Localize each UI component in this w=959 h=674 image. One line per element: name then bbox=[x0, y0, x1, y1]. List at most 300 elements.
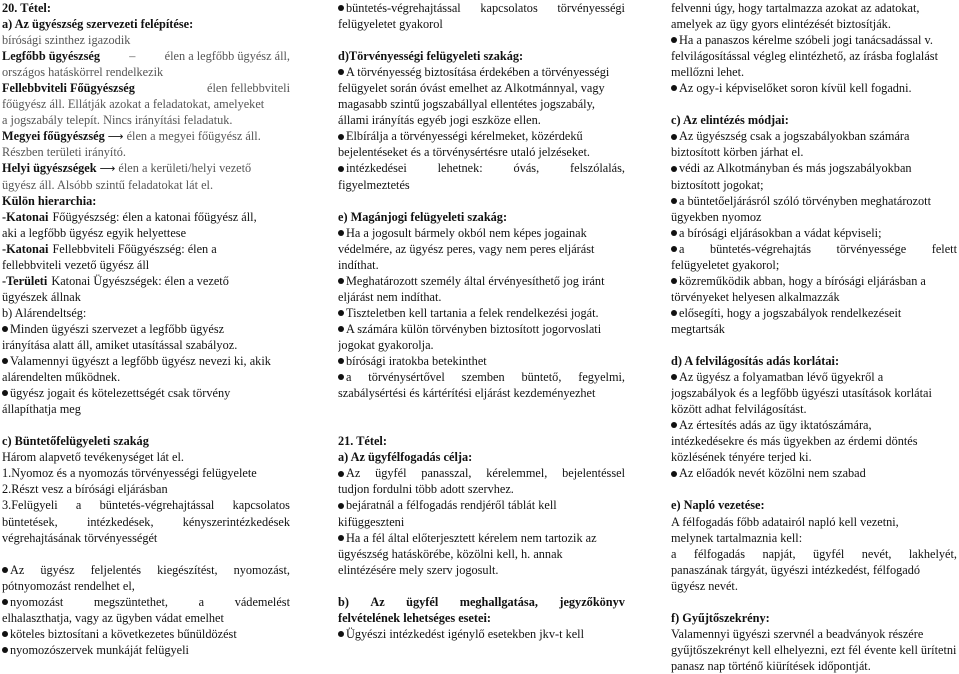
text-run: bírósági szinthez igazodik bbox=[2, 33, 131, 48]
text-run: a bírósági eljárásokban a vádat képviseli; bbox=[679, 225, 882, 240]
text-run: büntető, bbox=[521, 370, 562, 385]
text-run: Az előadók nevét közölni nem szabad bbox=[679, 466, 866, 481]
text-run: a bbox=[671, 546, 677, 561]
text-run: pótnyomozást rendelhet el, bbox=[2, 578, 135, 593]
text-run: Főügyészség: élen a katonai főügyész áll, bbox=[52, 209, 257, 224]
text-run: elhalaszthatja, vagy az ügyben vádat emelhet bbox=[2, 610, 224, 625]
text-line bbox=[2, 257, 290, 273]
blank-line bbox=[671, 96, 957, 112]
text-run: közlésének tényére terjed ki. bbox=[671, 450, 812, 465]
text-run: Fellebbviteli Főügyészség: élen a bbox=[52, 241, 217, 256]
text-run: felügyeletet gyakorol bbox=[338, 17, 443, 32]
text-run: Az bbox=[370, 594, 385, 609]
text-line bbox=[338, 273, 625, 289]
text-run: 2.Részt vesz a bírósági eljárásban bbox=[2, 482, 168, 497]
text-run: védi az Alkotmányban és más jogszabályokban bbox=[679, 161, 912, 176]
text-line bbox=[338, 241, 625, 257]
text-line bbox=[338, 112, 625, 128]
text-line bbox=[2, 32, 290, 48]
bullet-icon bbox=[671, 422, 677, 428]
text-run: Az bbox=[346, 466, 361, 481]
text-line bbox=[338, 209, 625, 225]
text-run: Valamennyi ügyészi szervnél a beadványok részére bbox=[671, 626, 924, 641]
text-run: Megyei főügyészség bbox=[2, 129, 105, 144]
text-run: megtartsák bbox=[671, 321, 725, 336]
text-run: panasszal, bbox=[421, 466, 472, 481]
text-line bbox=[671, 177, 957, 193]
text-line bbox=[338, 16, 625, 32]
text-run: lakhelyét, bbox=[908, 546, 957, 561]
text-run: ügyész áll. Alsóbb szintű feladatokat lát el. bbox=[2, 177, 214, 192]
text-run: Az ügyész a folyamatban lévő ügyekről a bbox=[679, 370, 884, 385]
text-run: nyomozószervek munkáját felügyeli bbox=[10, 642, 189, 657]
text-run: ügyész bbox=[40, 562, 75, 577]
text-run: Három alapvető tevékenységet lát el. bbox=[2, 450, 184, 465]
text-run: fegyelmi, bbox=[578, 370, 625, 385]
text-run: A félfogadás főbb adatairól napló kell vezetni, bbox=[671, 514, 899, 529]
text-line bbox=[338, 385, 625, 401]
blank-line bbox=[2, 417, 290, 433]
text-run: bejelentéseket és a törvénysértésre utaló jelzéseket. bbox=[338, 145, 590, 160]
bullet-icon bbox=[671, 85, 677, 91]
text-line bbox=[671, 273, 957, 289]
column-right bbox=[671, 0, 957, 674]
text-run: a bbox=[679, 241, 685, 256]
text-run: Valamennyi ügyészt a legfőbb ügyész nevezi ki, akik bbox=[10, 354, 271, 369]
text-run: d) A felvilágosítás adás korlátai: bbox=[671, 354, 840, 369]
text-run: kifüggeszteni bbox=[338, 514, 405, 529]
text-run: kapcsolatos bbox=[232, 498, 290, 513]
bullet-group bbox=[338, 0, 461, 16]
text-run: irányítása alatt áll, amiket utasítással szabályoz. bbox=[2, 337, 238, 352]
bullet-group bbox=[338, 369, 351, 385]
text-run: főügyész áll. Ellátják azokat a feladatokat, amelyeket bbox=[2, 97, 265, 112]
text-run: élen a legfőbb ügyész áll, bbox=[164, 49, 290, 64]
text-run: Tiszteletben kell tartania a felek rendelkezési jogát. bbox=[346, 305, 599, 320]
text-run: törvényességi bbox=[557, 1, 625, 15]
text-line bbox=[671, 321, 957, 337]
text-run: elősegíti, hogy a jogszabályok rendelkezéseit bbox=[679, 305, 902, 320]
text-run: félfogadás bbox=[693, 546, 746, 561]
text-run: a) Az ügyészség szervezeti felépítése: bbox=[2, 17, 194, 32]
text-line bbox=[338, 177, 625, 193]
text-line bbox=[338, 465, 625, 481]
text-run: vádemelést bbox=[234, 594, 290, 609]
bullet-icon bbox=[338, 69, 344, 75]
text-line bbox=[338, 562, 625, 578]
bullet-icon bbox=[671, 374, 677, 380]
text-run: a bbox=[198, 594, 205, 609]
text-run: ügyészek állnak bbox=[2, 289, 81, 304]
text-run: végrehajtásának törvényességét bbox=[2, 530, 158, 545]
text-run: b) bbox=[338, 594, 349, 609]
text-run: -Katonai bbox=[2, 241, 49, 256]
bullet-icon bbox=[338, 310, 344, 316]
bullet-icon bbox=[2, 599, 8, 605]
text-line bbox=[338, 48, 625, 64]
text-run: a jogszabály telepít. Nincs irányítási feladatuk. bbox=[2, 113, 233, 128]
text-run: indíthat. bbox=[338, 257, 379, 272]
bullet-icon bbox=[2, 358, 8, 364]
bullet-icon bbox=[338, 5, 344, 11]
text-line bbox=[671, 305, 957, 321]
text-run: nyomozást bbox=[10, 594, 64, 609]
text-run: ügyfél bbox=[812, 546, 845, 561]
text-line bbox=[338, 530, 625, 546]
text-run: Ha a jogosult bármely okból nem képes jogainak bbox=[346, 225, 587, 240]
text-line bbox=[2, 144, 290, 160]
text-run: f) Gyűjtőszekrény: bbox=[671, 610, 770, 625]
text-run: a) Az ügyfélfogadás célja: bbox=[338, 450, 473, 465]
text-line bbox=[2, 112, 290, 128]
text-run: bejelentéssel bbox=[562, 466, 625, 481]
text-line bbox=[671, 642, 957, 658]
text-run: panasz nap történő kiürítések időpontját. bbox=[671, 658, 871, 673]
text-run: napját, bbox=[762, 546, 796, 561]
text-run: Az bbox=[10, 562, 25, 577]
text-line bbox=[2, 497, 290, 513]
text-run: országos hatáskörrel rendelkezik bbox=[2, 65, 164, 80]
bullet-group bbox=[2, 594, 63, 610]
text-line bbox=[2, 465, 290, 481]
text-run: aki a legfőbb ügyész egyik helyettese bbox=[2, 225, 187, 240]
text-line bbox=[2, 401, 290, 417]
text-line bbox=[671, 257, 957, 273]
text-run: törvényessége bbox=[836, 241, 907, 256]
text-line bbox=[671, 48, 957, 64]
text-run: állapíthatja meg bbox=[2, 402, 81, 417]
text-run: fellebbviteli vezető ügyész áll bbox=[2, 257, 150, 272]
text-line bbox=[671, 0, 957, 16]
text-run: Elbírálja a törvényességi kérelmeket, közérdekű bbox=[346, 129, 583, 144]
text-line bbox=[2, 96, 290, 112]
text-run: közreműködik abban, hogy a bírósági eljárásban a bbox=[679, 273, 926, 288]
text-run: c) Az elintézés módjai: bbox=[671, 113, 789, 128]
blank-line bbox=[671, 337, 957, 353]
text-line bbox=[338, 321, 625, 337]
text-line bbox=[2, 369, 290, 385]
text-run: – bbox=[129, 49, 136, 64]
text-line bbox=[338, 514, 625, 530]
text-line bbox=[338, 369, 625, 385]
bullet-icon bbox=[2, 631, 8, 637]
text-line bbox=[671, 144, 957, 160]
text-run: felügyeletet gyakorol; bbox=[671, 257, 780, 272]
text-run: Ügyészi intézkedést igénylő esetekben jkv-t kell bbox=[346, 626, 585, 641]
bullet-icon bbox=[2, 567, 8, 573]
text-run: elintézésére mely szerv jogosult. bbox=[338, 562, 499, 577]
text-run: felvételének lehetséges esetei: bbox=[338, 610, 491, 625]
blank-line bbox=[338, 193, 625, 209]
text-run: amelyek az ügy gyors elintézését biztosítják. bbox=[671, 17, 891, 32]
text-run: mellőzni lehet. bbox=[671, 65, 745, 80]
text-line bbox=[671, 225, 957, 241]
text-run: élen fellebbviteli bbox=[207, 81, 290, 96]
text-run: 1.Nyomoz és a nyomozás törvényességi felügyelete bbox=[2, 466, 257, 481]
text-run: kényszerintézkedések bbox=[182, 514, 290, 529]
text-line bbox=[338, 0, 625, 16]
text-line bbox=[2, 241, 290, 257]
text-line bbox=[671, 128, 957, 144]
text-run: büntetés-végrehajtással bbox=[99, 498, 215, 513]
text-line bbox=[2, 626, 290, 642]
text-run: 20. Tétel: bbox=[2, 1, 51, 15]
text-run: köteles biztosítani a következetes bűnüldözést bbox=[10, 626, 237, 641]
text-run: biztosított körben járhat el. bbox=[671, 145, 804, 160]
text-run: szabálysértési és kártérítési eljárást kezdeményezhet bbox=[338, 386, 596, 401]
text-run: feljelentés bbox=[90, 562, 142, 577]
text-line bbox=[671, 626, 957, 642]
text-run: nyomozást, bbox=[233, 562, 290, 577]
text-run: élen a megyei főügyész áll. bbox=[126, 129, 261, 144]
bullet-icon bbox=[338, 134, 344, 140]
text-line bbox=[2, 16, 290, 32]
text-line bbox=[671, 353, 957, 369]
bullet-icon bbox=[2, 647, 8, 653]
text-line bbox=[671, 64, 957, 80]
arrow-right-icon: ⟶ bbox=[107, 130, 124, 144]
text-line bbox=[338, 257, 625, 273]
text-line bbox=[2, 562, 290, 578]
text-line bbox=[2, 481, 290, 497]
text-run: c) Büntetőfelügyeleti szakág bbox=[2, 434, 149, 449]
text-line bbox=[671, 160, 957, 176]
text-run: eljárást nem indíthat. bbox=[338, 289, 442, 304]
text-run: intézkedésekre és más ügyekben az érdemi döntés bbox=[671, 434, 918, 449]
text-run: magasabb szintű jogszabállyal ellentétes jogszabály, bbox=[338, 97, 596, 112]
text-run: Meghatározott személy által érvényesíthető jog iránt bbox=[346, 273, 605, 288]
bullet-icon bbox=[671, 37, 677, 43]
text-run: meghallgatása, bbox=[459, 594, 538, 609]
text-run: Ha a fél által előterjesztett kérelem nem tartozik az bbox=[346, 530, 597, 545]
text-line bbox=[338, 128, 625, 144]
text-line bbox=[671, 465, 957, 481]
text-run: figyelmeztetés bbox=[338, 177, 410, 192]
text-line bbox=[671, 562, 957, 578]
text-run: büntetés-végrehajtás bbox=[709, 241, 812, 256]
blank-line bbox=[338, 401, 625, 417]
text-run: b) Alárendeltség: bbox=[2, 305, 87, 320]
text-run: kérelemmel, bbox=[486, 466, 548, 481]
text-line bbox=[671, 658, 957, 674]
text-line bbox=[2, 0, 290, 16]
text-run: ügyfél bbox=[375, 466, 407, 481]
text-line bbox=[2, 177, 290, 193]
text-line bbox=[671, 530, 957, 546]
text-run: Fellebbviteli Főügyészség bbox=[2, 81, 135, 96]
text-run: Ha a panaszos kérelme szóbeli jogi tanácsadással v. bbox=[679, 33, 933, 48]
bullet-icon bbox=[671, 310, 677, 316]
bullet-icon bbox=[338, 535, 344, 541]
blank-line bbox=[338, 578, 625, 594]
blank-line bbox=[338, 417, 625, 433]
text-run: felszólalás, bbox=[570, 161, 625, 176]
text-run: 3.Felügyeli bbox=[2, 498, 58, 513]
text-line bbox=[2, 209, 290, 225]
text-line bbox=[2, 64, 290, 80]
text-run: bejáratnál a félfogadás rendjéről táblát kell bbox=[346, 498, 557, 513]
text-run: Legfőbb ügyészség bbox=[2, 49, 101, 64]
text-run: e) Napló vezetése: bbox=[671, 498, 765, 513]
text-run: nevét, bbox=[861, 546, 892, 561]
text-run: jogszabályok és a legfőbb ügyészi utasítások korlátai bbox=[671, 386, 932, 401]
bullet-icon bbox=[338, 326, 344, 332]
bullet-icon bbox=[671, 278, 677, 284]
text-run: a bbox=[75, 498, 82, 513]
text-line bbox=[2, 48, 290, 64]
text-run: Minden ügyészi szervezet a legfőbb ügyész bbox=[10, 321, 225, 336]
text-run: felvilágosítással végleg elintézhető, az írásba foglalást bbox=[671, 49, 939, 64]
blank-line bbox=[338, 32, 625, 48]
text-line bbox=[2, 449, 290, 465]
column-middle bbox=[338, 0, 625, 642]
text-run: panaszának tárgyát, ügyészi intézkedést, félfogadó bbox=[671, 562, 921, 577]
text-run: állami irányítás egyéb jogi eszköze ellen. bbox=[338, 113, 541, 128]
blank-line bbox=[671, 481, 957, 497]
bullet-group bbox=[2, 562, 24, 578]
text-line bbox=[338, 546, 625, 562]
text-line bbox=[338, 449, 625, 465]
text-run: kapcsolatos bbox=[480, 1, 538, 15]
text-line bbox=[2, 337, 290, 353]
text-line bbox=[338, 305, 625, 321]
text-line bbox=[671, 449, 957, 465]
text-line bbox=[2, 128, 290, 144]
text-line bbox=[671, 112, 957, 128]
text-run: Helyi ügyészségek bbox=[2, 161, 97, 176]
text-line bbox=[338, 353, 625, 369]
text-run: ügyész jogait és kötelezettségét csak törvény bbox=[10, 386, 231, 401]
bullet-icon bbox=[671, 230, 677, 236]
text-run: A számára külön törvényben biztosított jogorvoslati bbox=[346, 321, 602, 336]
text-line bbox=[2, 289, 290, 305]
text-line bbox=[671, 193, 957, 209]
text-run: bírósági iratokba betekinthet bbox=[346, 354, 487, 369]
text-line bbox=[338, 481, 625, 497]
bullet-icon bbox=[338, 471, 344, 477]
bullet-icon bbox=[2, 390, 8, 396]
text-run: Külön hierarchia: bbox=[2, 193, 97, 208]
text-line bbox=[2, 160, 290, 176]
text-line bbox=[2, 610, 290, 626]
text-line bbox=[2, 642, 290, 658]
text-run: -Katonai bbox=[2, 209, 49, 224]
text-run: gyűjtőszekrényt kell elhelyezni, ezt fél évente kell ürítetni bbox=[671, 642, 957, 657]
text-run: Katonai Ügyészségek: élen a vezető bbox=[51, 273, 229, 288]
text-run: törvényeket helyesen alkalmazzák bbox=[671, 289, 840, 304]
text-line bbox=[2, 530, 290, 546]
text-run: ügyfél bbox=[406, 594, 439, 609]
text-run: élen a kerületi/helyi vezető bbox=[118, 161, 252, 176]
text-line bbox=[671, 16, 957, 32]
text-line bbox=[2, 578, 290, 594]
column-left bbox=[2, 0, 290, 658]
bullet-icon bbox=[338, 230, 344, 236]
text-run: Az ogy-i képviselőket soron kívül kell fogadni. bbox=[679, 81, 912, 96]
text-run: jogokat gyakorolja. bbox=[338, 337, 434, 352]
text-line bbox=[671, 289, 957, 305]
text-line bbox=[671, 80, 957, 96]
text-run: A törvényesség biztosítása érdekében a törvényességi bbox=[346, 65, 610, 80]
bullet-icon bbox=[671, 166, 677, 172]
text-line bbox=[671, 546, 957, 562]
text-line bbox=[2, 193, 290, 209]
text-line bbox=[671, 578, 957, 594]
text-line bbox=[2, 321, 290, 337]
text-run: lehetnek: bbox=[437, 161, 483, 176]
text-line bbox=[671, 401, 957, 417]
bullet-group bbox=[338, 160, 407, 176]
text-run: szemben bbox=[461, 370, 505, 385]
text-line bbox=[338, 96, 625, 112]
bullet-icon bbox=[671, 198, 677, 204]
bullet-group bbox=[671, 241, 684, 257]
bullet-icon bbox=[671, 471, 677, 477]
text-run: felett bbox=[931, 241, 957, 256]
bullet-icon bbox=[338, 503, 344, 509]
text-line bbox=[338, 160, 625, 176]
bullet-group bbox=[338, 465, 360, 481]
text-run: biztosított jogokat; bbox=[671, 177, 764, 192]
text-line bbox=[338, 64, 625, 80]
text-line bbox=[671, 241, 957, 257]
text-run: között adhat felvilágosítást. bbox=[671, 402, 807, 417]
text-line bbox=[338, 225, 625, 241]
text-line bbox=[2, 433, 290, 449]
text-line bbox=[338, 626, 625, 642]
text-run: -Területi bbox=[2, 273, 48, 288]
text-line bbox=[671, 514, 957, 530]
text-run: tudjon fordulni több adott szervhez. bbox=[338, 482, 514, 497]
text-line bbox=[2, 594, 290, 610]
text-run: Az ügyészség csak a jogszabályokban számára bbox=[679, 129, 910, 144]
text-run: alárendelten működnek. bbox=[2, 370, 121, 385]
text-run: jegyzőkönyv bbox=[559, 594, 625, 609]
text-line bbox=[338, 594, 625, 610]
text-run: büntetés-végrehajtással bbox=[346, 1, 461, 15]
bullet-icon bbox=[671, 246, 677, 252]
text-line bbox=[338, 289, 625, 305]
text-line bbox=[2, 305, 290, 321]
text-run: a bbox=[346, 370, 352, 385]
blank-line bbox=[671, 594, 957, 610]
text-run: e) Magánjogi felügyeleti szakág: bbox=[338, 209, 508, 224]
text-run: d)Törvényességi felügyeleti szakág: bbox=[338, 49, 524, 64]
text-run: ügyekben nyomoz bbox=[671, 209, 762, 224]
text-line bbox=[2, 385, 290, 401]
text-run: ügyészség hatáskörébe, közölni kell, h. annak bbox=[338, 546, 563, 561]
text-line bbox=[2, 353, 290, 369]
text-line bbox=[2, 80, 290, 96]
text-run: óvás, bbox=[513, 161, 540, 176]
text-line bbox=[671, 369, 957, 385]
text-line bbox=[671, 385, 957, 401]
text-line bbox=[338, 144, 625, 160]
text-line bbox=[338, 497, 625, 513]
text-run: törvénysértővel bbox=[368, 370, 445, 385]
text-run: 21. Tétel: bbox=[338, 434, 387, 449]
text-line bbox=[671, 433, 957, 449]
text-run: Az értesítés adás az ügy iktatószámára, bbox=[679, 418, 872, 433]
text-line bbox=[2, 225, 290, 241]
text-line bbox=[338, 337, 625, 353]
bullet-icon bbox=[338, 631, 344, 637]
bullet-icon bbox=[338, 358, 344, 364]
text-run: melynek tartalmaznia kell: bbox=[671, 530, 803, 545]
bullet-icon bbox=[671, 134, 677, 140]
text-run: védelmére, az ügyész peres, vagy nem peres eljárást bbox=[338, 241, 595, 256]
text-run: kiegészítést, bbox=[157, 562, 218, 577]
